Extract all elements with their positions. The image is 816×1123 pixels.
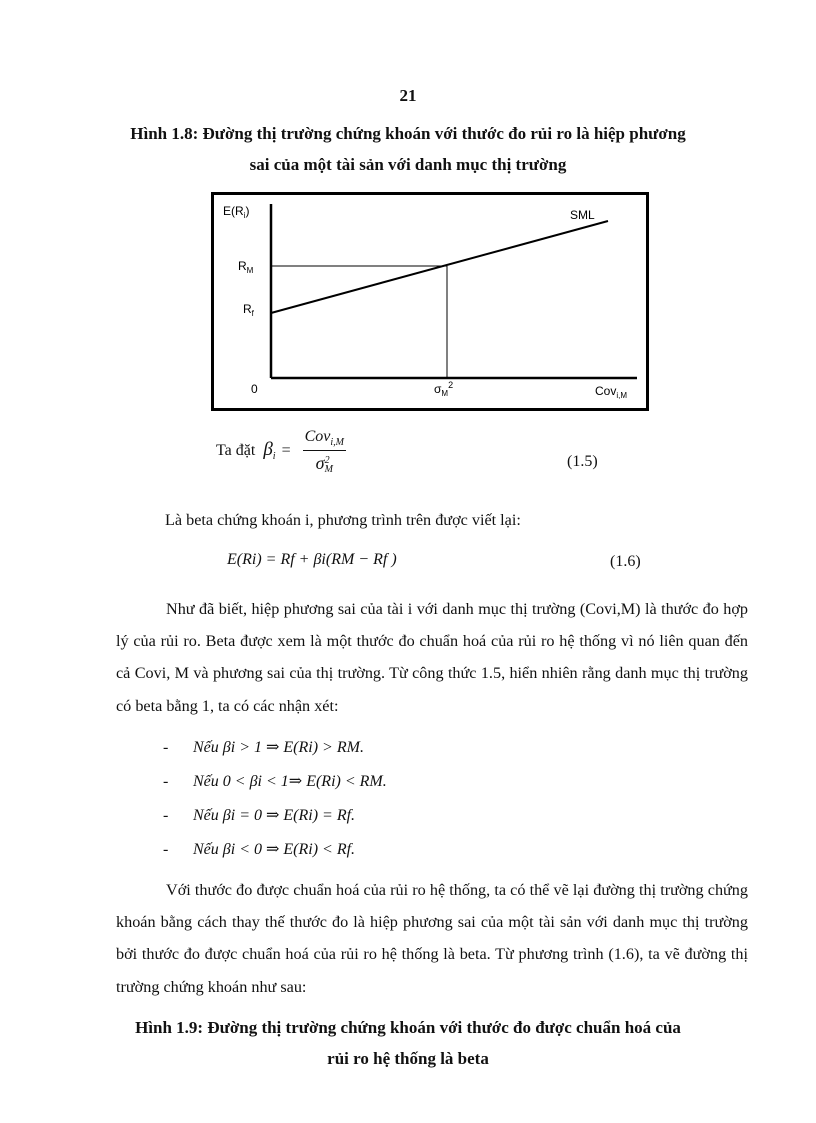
y-axis-label: $E(R_i)$ bbox=[223, 204, 250, 220]
sml-chart bbox=[211, 192, 649, 411]
fraction-numerator: Cov$_{i,M}$ bbox=[303, 428, 346, 451]
equation-number-1-6: (1.6) bbox=[610, 553, 641, 570]
formula-1-6: E(Ri) = Rf + βi(RM − Rf ) bbox=[227, 551, 397, 568]
paragraph-redraw-sml: Với thước đo được chuẩn hoá của rủi ro hệ thống, ta có thể vẽ lại đường thị trường chứng khoán bằng cách thay thế thước đo là hiệp phương sai của một tài sản với danh mục thị trường bởi thước đo được chuẩn hoá của rủi ro hệ thống là beta. Từ phương trình (1.6), ta vẽ đường thị trường chứng khoán như sau: bbox=[116, 881, 748, 996]
caption-line: Hình 1.9: Đường thị trường chứng khoán với thước đo được chuẩn hoá của bbox=[135, 1018, 681, 1037]
paragraph-beta-explanation: Như đã biết, hiệp phương sai của tài i với danh mục thị trường (Covi,M) là thước đo hợp lý của rủi ro. Beta được xem là một thước đo chuẩn hoá của rủi ro hệ thống vì nó liên quan đến cả Covi, M và phương sai của thị trường. Từ công thức 1.5, hiển nhiên rằng danh mục thị trường có beta bằng 1, ta có các nhận xét: bbox=[116, 600, 748, 715]
caption-line: sai của một tài sản với danh mục thị trường bbox=[249, 155, 567, 174]
x-tick-sigma: $\sigma_M^2$ bbox=[434, 380, 454, 398]
figure-caption-1-9 bbox=[100, 1012, 716, 1074]
bullet-item: - Nếu βi < 0 ⇒ E(Ri) < Rf. bbox=[163, 841, 356, 858]
page-number: 21 bbox=[399, 86, 417, 105]
formula-lead: Ta đặt bbox=[216, 441, 256, 459]
fraction-denominator: σ 2 M bbox=[315, 453, 333, 476]
caption-line: rủi ro hệ thống là beta bbox=[327, 1049, 489, 1068]
formula-lhs: $\beta_i$ bbox=[263, 438, 276, 462]
bullet-item: - Nếu 0 < βi < 1⇒ E(Ri) < RM. bbox=[163, 773, 387, 790]
caption-line: Hình 1.8: Đường thị trường chứng khoán với thước đo rủi ro là hiệp phương bbox=[130, 124, 686, 143]
equation-number-1-5: (1.5) bbox=[567, 453, 598, 470]
sml-label: SML bbox=[570, 208, 595, 222]
formula-equals: = bbox=[281, 441, 291, 459]
origin-label: 0 bbox=[251, 382, 258, 396]
x-axis-label: Cov$_{i,M}$ bbox=[595, 384, 628, 400]
sml-chart-svg bbox=[211, 192, 649, 411]
formula-1-5 bbox=[216, 428, 346, 474]
bullet-item: - Nếu βi = 0 ⇒ E(Ri) = Rf. bbox=[163, 807, 356, 824]
formula-fraction bbox=[303, 428, 346, 474]
figure-caption-1-8 bbox=[100, 118, 716, 180]
y-tick-rm: $R_M$ bbox=[238, 259, 254, 275]
y-tick-rf: $R_f$ bbox=[243, 302, 254, 318]
intro-beta-text: Là beta chứng khoán i, phương trình trên được viết lại: bbox=[165, 511, 521, 529]
bullet-item: - Nếu βi > 1 ⇒ E(Ri) > RM. bbox=[163, 739, 364, 756]
